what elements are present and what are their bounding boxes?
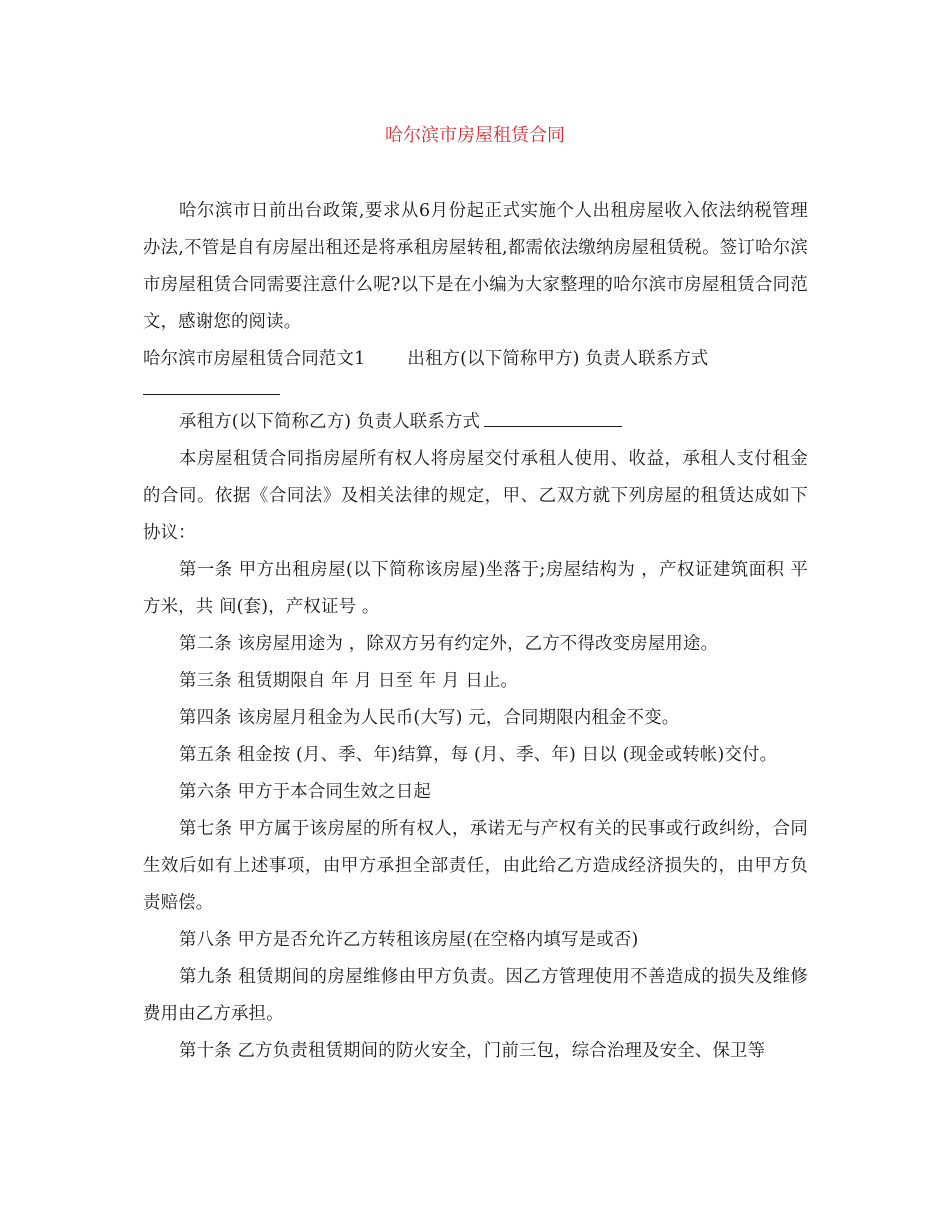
lessee-line-paragraph — [143, 404, 808, 441]
article-4: 第四条 该房屋月租金为人民币(大写) 元，合同期限内租金不变。 — [179, 708, 680, 728]
document-title: 哈尔滨市房屋租赁合同 — [385, 125, 565, 146]
lessee-contact-blank — [484, 410, 622, 427]
article-3: 第三条 租赁期限自 年 月 日至 年 月 日止。 — [179, 671, 519, 691]
article-9: 第九条 租赁期间的房屋维修由甲方负责。因乙方管理使用不善造成的损失及维修费用由乙方承担。 — [143, 967, 808, 1024]
preamble-paragraph: 本房屋租赁合同指房屋所有权人将房屋交付承租人使用、收益，承租人支付租金的合同。依据《合同法》及相关法律的规定，甲、乙双方就下列房屋的租赁达成如下协议： — [143, 449, 808, 543]
article-2: 第二条 该房屋用途为 ，除双方另有约定外，乙方不得改变房屋用途。 — [179, 634, 719, 654]
lessee-line: 承租方(以下简称乙方) 负责人联系方式 — [179, 412, 481, 432]
article-8: 第八条 甲方是否允许乙方转租该房屋(在空格内填写是或否) — [179, 930, 639, 950]
intro-paragraph: 哈尔滨市日前出台政策,要求从6月份起正式实施个人出租房屋收入依法纳税管理办法,不管是自有房屋出租还是将承租房屋转租,都需依法缴纳房屋租赁税。签订哈尔滨市房屋租赁合同需要注意什么呢?以下是在小编为大家整理的哈尔滨市房屋租赁合同范文，感谢您的阅读。 — [143, 201, 808, 332]
article-1: 第一条 甲方出租房屋(以下简称该房屋)坐落于;房屋结构为 ，产权证建筑面积 平方米，共 间(套)，产权证号 。 — [143, 560, 808, 617]
article-7: 第七条 甲方属于该房屋的所有权人，承诺无与产权有关的民事或行政纠纷，合同生效后如有上述事项，由甲方承担全部责任，由此给乙方造成经济损失的，由甲方负责赔偿。 — [143, 819, 808, 913]
lessor-line: 出租方(以下简称甲方) 负责人联系方式 — [407, 349, 709, 369]
article-10: 第十条 乙方负责租赁期间的防火安全，门前三包，综合治理及安全、保卫等 — [179, 1041, 766, 1061]
sample-heading: 哈尔滨市房屋租赁合同范文1 — [143, 349, 366, 369]
article-5: 第五条 租金按 (月、季、年)结算，每 (月、季、年) 日以 (现金或转帐)交付。 — [179, 745, 778, 765]
sample-heading-line — [143, 341, 808, 378]
article-6: 第六条 甲方于本合同生效之日起 — [179, 782, 431, 802]
document-body — [143, 193, 808, 1070]
